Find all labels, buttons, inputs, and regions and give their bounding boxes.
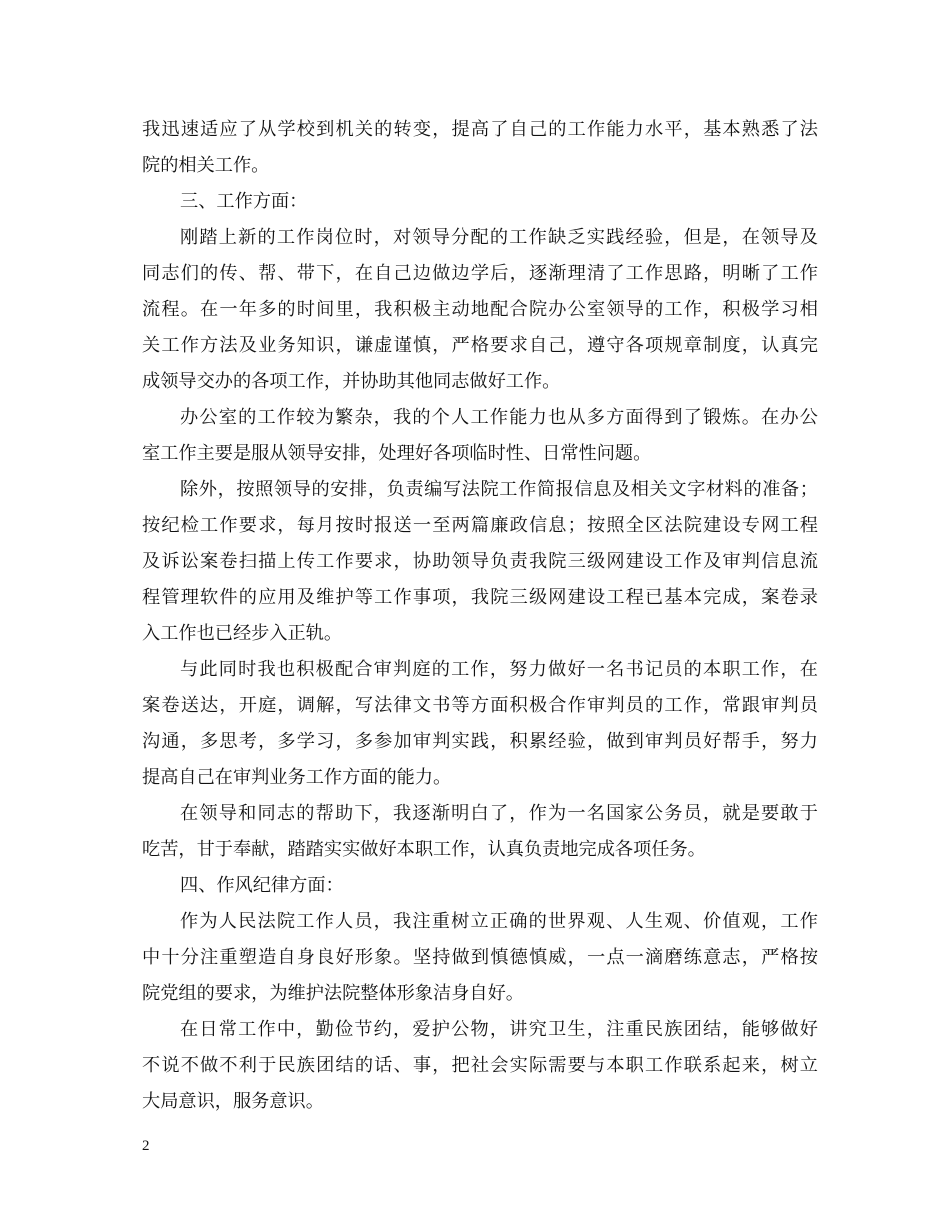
text-line: 我迅速适应了从学校到机关的转变，提高了自己的工作能力水平，基本熟悉了法 bbox=[142, 119, 818, 140]
text-line: 中十分注重塑造自身良好形象。坚持做到慎德慎威，一点一滴磨练意志，严格按 bbox=[142, 947, 818, 968]
text-line: 室工作主要是服从领导安排，处理好各项临时性、日常性问题。 bbox=[142, 443, 652, 464]
text-line: 除外，按照领导的安排，负责编写法院工作简报信息及相关文字材料的准备； bbox=[180, 479, 818, 500]
text-line: 及诉讼案卷扫描上传工作要求，协助领导负责我院三级网建设工作及审判信息流 bbox=[142, 551, 818, 572]
text-line: 提高自己在审判业务工作方面的能力。 bbox=[142, 767, 452, 788]
text-line: 在日常工作中，勤俭节约，爱护公物，讲究卫生，注重民族团结，能够做好 bbox=[180, 1019, 818, 1040]
text-line: 吃苦，甘于奉献，踏踏实实做好本职工作，认真负责地完成各项任务。 bbox=[142, 839, 706, 860]
text-line: 办公室的工作较为繁杂，我的个人工作能力也从多方面得到了锻炼。在办公 bbox=[180, 407, 818, 428]
text-line: 与此同时我也积极配合审判庭的工作，努力做好一名书记员的本职工作，在 bbox=[180, 659, 818, 680]
text-line: 刚踏上新的工作岗位时，对领导分配的工作缺乏实践经验，但是，在领导及 bbox=[180, 227, 818, 248]
text-line: 流程。在一年多的时间里，我积极主动地配合院办公室领导的工作，积极学习相 bbox=[142, 299, 818, 320]
text-line: 同志们的传、帮、带下，在自己边做边学后，逐渐理清了工作思路，明晰了工作 bbox=[142, 263, 818, 284]
text-line: 成领导交办的各项工作，并协助其他同志做好工作。 bbox=[142, 371, 561, 392]
text-line: 按纪检工作要求，每月按时报送一至两篇廉政信息；按照全区法院建设专网工程 bbox=[142, 515, 818, 536]
text-line: 四、作风纪律方面： bbox=[180, 875, 344, 896]
text-line: 院党组的要求，为维护法院整体形象洁身自好。 bbox=[142, 983, 524, 1004]
text-line: 关工作方法及业务知识，谦虚谨慎，严格要求自己，遵守各项规章制度，认真完 bbox=[142, 335, 818, 356]
text-line: 入工作也已经步入正轨。 bbox=[142, 623, 343, 644]
text-line: 案卷送达，开庭，调解，写法律文书等方面积极合作审判员的工作，常跟审判员 bbox=[142, 695, 818, 716]
text-line: 三、工作方面： bbox=[180, 191, 308, 212]
text-line: 在领导和同志的帮助下，我逐渐明白了，作为一名国家公务员，就是要敢于 bbox=[180, 803, 818, 824]
text-line: 院的相关工作。 bbox=[142, 155, 270, 176]
text-line: 不说不做不利于民族团结的话、事，把社会实际需要与本职工作联系起来，树立 bbox=[142, 1055, 818, 1076]
text-line: 作为人民法院工作人员，我注重树立正确的世界观、人生观、价值观，工作 bbox=[180, 911, 818, 932]
text-line: 程管理软件的应用及维护等工作事项，我院三级网建设工程已基本完成，案卷录 bbox=[142, 587, 818, 608]
text-line: 沟通，多思考，多学习，多参加审判实践，积累经验，做到审判员好帮手，努力 bbox=[142, 731, 818, 752]
text-line: 大局意识，服务意识。 bbox=[142, 1091, 324, 1112]
document-body bbox=[142, 112, 818, 1120]
page-number: 2 bbox=[142, 1138, 150, 1154]
